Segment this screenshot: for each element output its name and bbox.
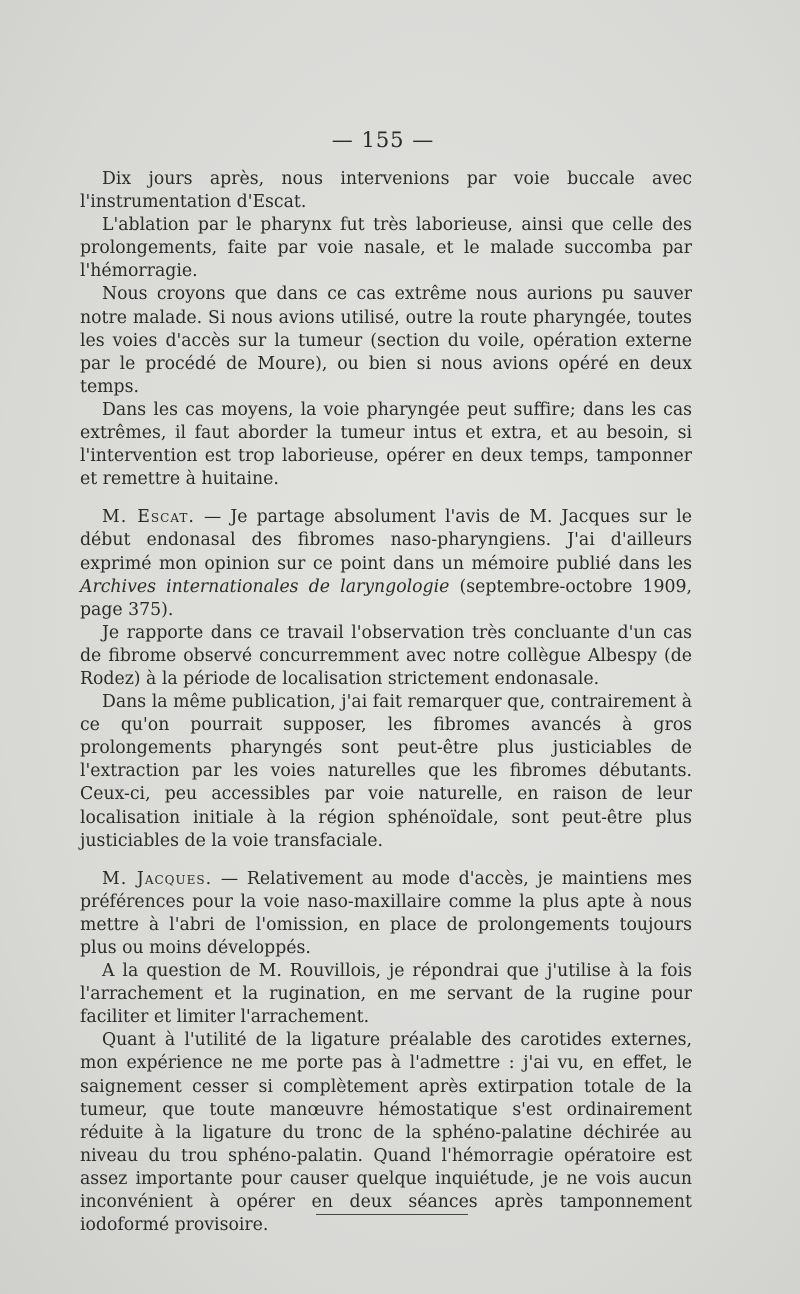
paragraph: L'ablation par le pharynx fut très laborieuse, ainsi que celle des prolongements, faite par voie nasale, et le malade succomba par l'hémorragie. — [80, 215, 692, 282]
end-rule — [316, 1214, 468, 1215]
jacques-paragraph-1 — [80, 868, 692, 960]
page-body — [80, 168, 692, 1237]
jacques-text-1: — Relativement au mode d'accès, je maintiens mes préférences pour la voie naso-maxillaire comme la plus apte à nous mettre à l'abri de l'omission, en place de prolongements toujours plus ou moins développés. — [80, 868, 692, 958]
escat-text-1b: (septembre-octobre 1909, page 375). — [80, 576, 693, 620]
paragraph: Dans les cas moyens, la voie pharyngée peut suffire; dans les cas extrêmes, il faut aborder la tumeur intus et extra, et au besoin, si l'intervention est trop laborieuse, opérer en deux temps, tamponner et remettre à huitaine. — [80, 399, 692, 490]
escat-paragraph-3: Dans la même publication, j'ai fait remarquer que, contrairement à ce qu'on pourrait supposer, les fibromes avancés à gros prolongements pharyngés sont peut-être plus justiciables de l'extraction par les voies naturelles que les fibromes débutants. Ceux-ci, peu accessibles par voie naturelle, en raison de leur localisation initiale à la région sphénoïdale, sont peut-être plus justiciables de la voie transfaciale. — [80, 692, 692, 851]
speaker-jacques: M. Jacques. — [102, 868, 213, 889]
journal-title: Archives internationales de laryngologie — [80, 576, 450, 597]
paragraph: Dix jours après, nous intervenions par voie buccale avec l'instrumentation d'Escat. — [80, 169, 692, 213]
speaker-escat: M. Escat. — [102, 507, 195, 528]
page-number: — 155 — — [331, 128, 435, 152]
escat-paragraph-2: Je rapporte dans ce travail l'observation très concluante d'un cas de fibrome observé concurremment avec notre collègue Albespy (de Rodez) à la période de localisation strictement endonasale. — [80, 622, 692, 689]
paragraph: Nous croyons que dans ce cas extrême nous aurions pu sauver notre malade. Si nous avions utilisé, outre la route pharyngée, toutes les voies d'accès sur la tumeur (section du voile, opération externe par le procédé de Moure), ou bien si nous avions opéré en deux temps. — [80, 284, 692, 397]
jacques-paragraph-3: Quant à l'utilité de la ligature préalable des carotides externes, mon expérience ne me porte pas à l'admettre : j'ai vu, en effet, le saignement cesser si complètement après extirpation totale de la tumeur, que toute manœuvre hémostatique s'est ordinairement réduite à la ligature du tronc de la sphéno-palatine déchirée au niveau du trou sphéno-palatin. Quand l'hémorragie opératoire est assez importante pour causer quelque inquiétude, je ne vois aucun inconvénient à opérer en deux séances après tamponnement iodoformé provisoire. — [80, 1030, 692, 1236]
jacques-paragraph-2: A la question de M. Rouvillois, je répondrai que j'utilise à la fois l'arrachement et la rugination, en me servant de la rugine pour faciliter et limiter l'arrachement. — [80, 961, 692, 1028]
escat-text-1a: — Je partage absolument l'avis de M. Jacques sur le début endonasal des fibromes naso-pharyngiens. J'ai d'ailleurs exprimé mon opinion sur ce point dans un mémoire publié dans les — [80, 507, 692, 574]
escat-paragraph-1 — [80, 506, 692, 621]
